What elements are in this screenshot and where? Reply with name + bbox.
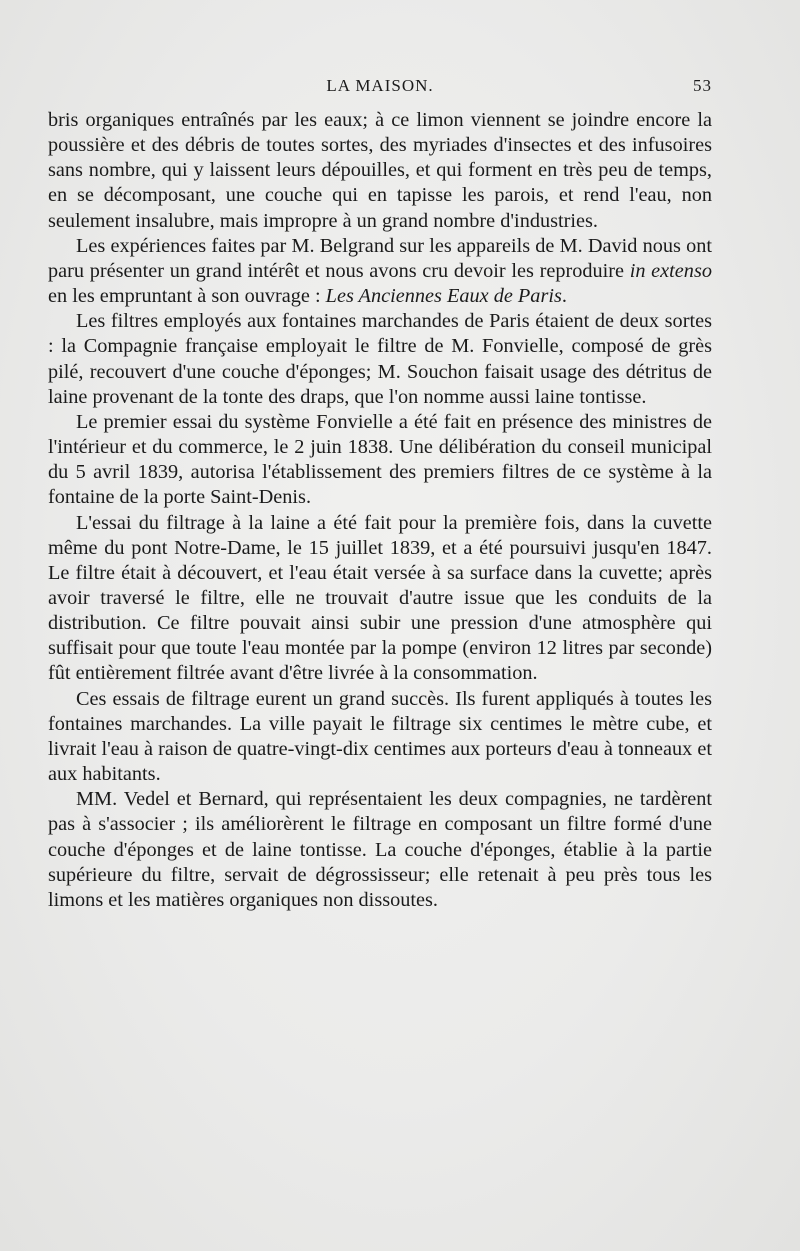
running-head-title: LA MAISON. (326, 76, 434, 95)
paragraph-filtres (48, 309, 712, 410)
page-number: 53 (693, 76, 712, 95)
paragraph-text: bris organiques entraînés par les eaux; à ce limon viennent se joindre encore la poussière et des débris de toutes sortes, des myriades d'insectes et des infusoires sans nombre, qui y laissent leurs dépouilles, et qui forment en très peu de temps, en se décomposant, une couche qui en tapisse les parois, et rend l'eau, non seulement insalubre, mais impropre à un grand nombre d'industries. (48, 109, 712, 232)
body-text (48, 108, 712, 913)
paragraph-text: en les empruntant à son ouvrage : (48, 285, 326, 308)
paragraph-text: . (561, 285, 567, 308)
paragraph-vedel-bernard (48, 787, 712, 913)
paragraph-continued (48, 108, 712, 234)
running-head (48, 76, 712, 102)
paragraph-text: MM. Vedel et Bernard, qui représentaient les deux compagnies, ne tardèrent pas à s'associer ; ils améliorèrent le filtrage en composant un filtre formé d'une couche d'éponges et de laine tontisse. La couche d'éponges, établie à la partie supérieure du filtre, servait de dégrossisseur; elle retenait à peu près tous les limons et les matières organiques non dissoutes. (48, 788, 712, 911)
italic-in-extenso: in extenso (629, 259, 712, 282)
paragraph-succes (48, 687, 712, 788)
paragraph-text: Les filtres employés aux fontaines marchandes de Paris étaient de deux sortes : la Compagnie française employait le filtre de M. Fonvielle, composé de grès pilé, recouvert d'une couche d'éponges; M. Souchon faisait usage des détritus de laine provenant de la tonte des draps, que l'on nomme aussi laine tontisse. (48, 310, 712, 408)
paragraph-text: Le premier essai du système Fonvielle a été fait en présence des ministres de l'intérieur et du commerce, le 2 juin 1838. Une délibération du conseil municipal du 5 avril 1839, autorisa l'établissement des premiers filtres de ce système à la fontaine de la porte Saint-Denis. (48, 410, 712, 509)
italic-book-title: Les Anciennes Eaux de Paris (325, 285, 562, 308)
paragraph-laine (48, 511, 712, 687)
paragraph-belgrand (48, 234, 712, 309)
paragraph-text: Ces essais de filtrage eurent un grand succès. Ils furent appliqués à toutes les fontaines marchandes. La ville payait le filtrage six centimes le mètre cube, et livrait l'eau à raison de quatre-vingt-dix centimes aux porteurs d'eau à tonneaux et aux habitants. (48, 687, 712, 786)
paragraph-text: Les expériences faites par M. Belgrand sur les appareils de M. David nous ont paru présenter un grand intérêt et nous avons cru devoir les reproduire (48, 234, 712, 282)
paragraph-text: L'essai du filtrage à la laine a été fait pour la première fois, dans la cuvette même du pont Notre-Dame, le 15 juillet 1839, et a été poursuivi jusqu'en 1847. Le filtre était à découvert, et l'eau était versée à sa surface dans la cuvette; après avoir traversé le filtre, elle ne trouvait d'autre issue que les conduits de la distribution. Ce filtre pouvait ainsi subir une pression d'une atmosphère qui suffisait pour que toute l'eau montée par la pompe (environ 12 litres par seconde) fût entièrement filtrée avant d'être livrée à la consommation. (48, 511, 712, 685)
paragraph-fonvielle (48, 410, 712, 511)
